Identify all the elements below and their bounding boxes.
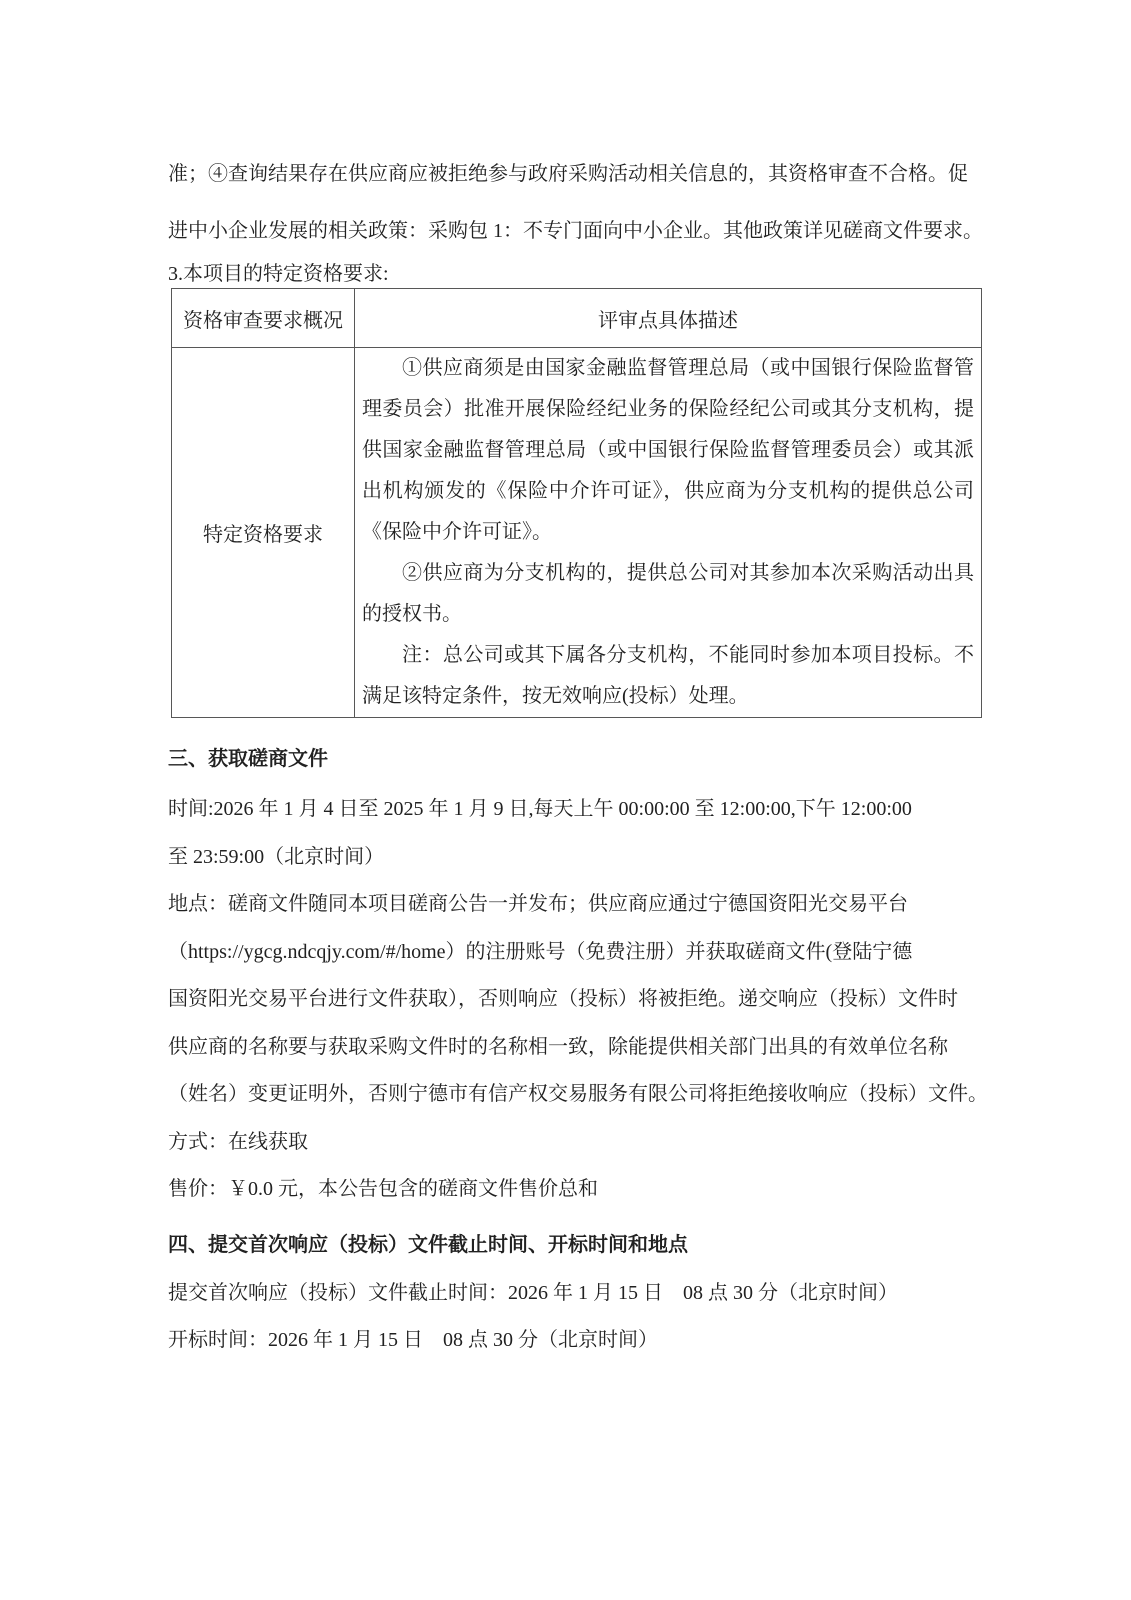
- table-row-description: [355, 348, 981, 717]
- section3-line-url: （https://ygcg.ndcqjy.com/#/home）的注册账号（免费注册）并获取磋商文件(登陆宁德: [168, 940, 913, 963]
- section4-heading: 四、提交首次响应（投标）文件截止时间、开标时间和地点: [168, 1233, 688, 1256]
- intro-paragraph: [168, 146, 1131, 260]
- intro-line: 准；④查询结果存在供应商应被拒绝参与政府采购活动相关信息的，其资格审查不合格。促: [168, 163, 968, 185]
- description-paragraph: ①供应商须是由国家金融监督管理总局（或中国银行保险监督管理委员会）批准开展保险经纪业务的保险经纪公司或其分支机构，提供国家金融监督管理总局（或中国银行保险监督管理委员会）或其派出机构颁发的《保险中介许可证》，供应商为分支机构的提供总公司《保险中介许可证》。: [362, 357, 974, 543]
- section3-line-place-cont: （姓名）变更证明外，否则宁德市有信产权交易服务有限公司将拒绝接收响应（投标）文件。: [168, 1083, 988, 1105]
- section3-line-price: 售价：￥0.0 元，本公告包含的磋商文件售价总和: [168, 1178, 598, 1200]
- intro-line: 进中小企业发展的相关政策：采购包 1：不专门面向中小企业。其他政策详见磋商文件要求。: [168, 220, 983, 242]
- section3-line-time-cont: 至 23:59:00（北京时间）: [168, 845, 385, 868]
- table-header-detail: 评审点具体描述: [355, 289, 981, 348]
- section3-line-time: 时间:2026 年 1 月 4 日至 2025 年 1 月 9 日,每天上午 00:00:00 至 12:00:00,下午 12:00:00: [168, 798, 912, 820]
- table-row-label: 特定资格要求: [172, 348, 355, 717]
- description-paragraph: ②供应商为分支机构的，提供总公司对其参加本次采购活动出具的授权书。: [362, 562, 974, 625]
- section3-heading: 三、获取磋商文件: [168, 748, 328, 770]
- section3-line-place-cont: 供应商的名称要与获取采购文件时的名称相一致，除能提供相关部门出具的有效单位名称: [168, 1035, 948, 1058]
- section3-body: [168, 786, 1131, 1214]
- description-paragraph: 注：总公司或其下属各分支机构，不能同时参加本项目投标。不满足该特定条件，按无效响应(投标）处理。: [362, 644, 974, 707]
- section4-line-opening: 开标时间：2026 年 1 月 15 日 08 点 30 分（北京时间）: [168, 1329, 658, 1351]
- qualification-heading: 3.本项目的特定资格要求:: [168, 263, 389, 285]
- section4-line-deadline: 提交首次响应（投标）文件截止时间：2026 年 1 月 15 日 08 点 30 分（北京时间）: [168, 1281, 898, 1304]
- qualification-table: [171, 288, 982, 718]
- section3-line-place: 地点：磋商文件随同本项目磋商公告一并发布；供应商应通过宁德国资阳光交易平台: [168, 893, 908, 915]
- section3-line-place-cont: 国资阳光交易平台进行文件获取），否则响应（投标）将被拒绝。递交响应（投标）文件时: [168, 988, 958, 1010]
- section3-line-method: 方式：在线获取: [168, 1130, 308, 1153]
- table-header-overview: 资格审查要求概况: [172, 289, 355, 348]
- section4-body: [168, 1270, 1131, 1365]
